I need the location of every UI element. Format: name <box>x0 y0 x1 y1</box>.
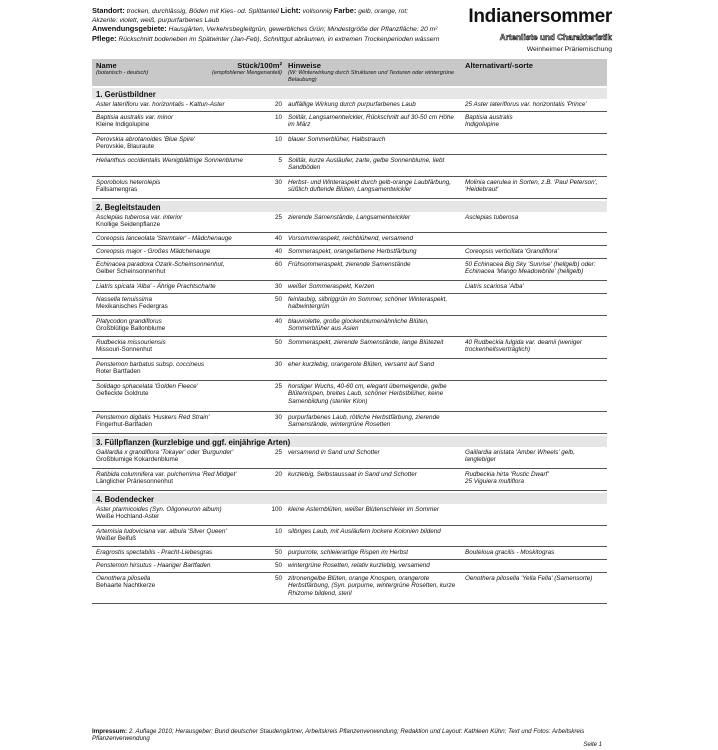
botanical-name: Penstemon hirsutus - Haariger Bartfaden <box>96 561 211 569</box>
anwendung-line <box>92 25 472 35</box>
quantity: 40 <box>274 247 282 255</box>
document-title: Indianersommer <box>468 6 612 27</box>
botanical-name: Asclepias tuberosa var. interior <box>96 213 183 221</box>
imprint <box>92 728 607 742</box>
table-header <box>92 59 607 86</box>
notes: purpurfarbenes Laub, rötliche Herbstfärbung, zierende Samenstände, wintergrüne Rosetten <box>288 413 440 429</box>
quantity: 5 <box>278 156 282 164</box>
pflege-label: Pflege: <box>92 33 117 43</box>
notes: purpurrote, schleierartige Rispen im Herbst <box>288 548 409 556</box>
alternative: Oenothera pilosella 'Yella Fella' (Samensorte) <box>465 574 593 582</box>
german-name: Länglicher Präriesonnenhut <box>96 478 174 486</box>
table-row <box>92 526 607 547</box>
botanical-name: Aster ptarmicoides (Syn. Oligoneuron album) <box>96 505 222 513</box>
table-row <box>92 381 607 412</box>
botanical-name: Nassella tenuissima <box>96 295 152 303</box>
german-name: Roter Bartfaden <box>96 368 141 376</box>
table-row <box>92 259 607 281</box>
col-qty-header: Stück/100m² (empfohlener Mengenanteil) <box>212 61 282 76</box>
notes: horstiger Wuchs, 40-60 cm, elegant überneigende, gelbe Blütenrispen, breites Laub, schöner Herbstblüher, keine Samenbildung (steriler Klon) <box>288 382 447 405</box>
botanical-name: Liatris spicata 'Alba' - Ährige Prachtscharte <box>96 282 216 290</box>
quantity: 20 <box>274 100 282 108</box>
german-name: Weiße Hochland-Aster <box>96 513 160 521</box>
table-row <box>92 155 607 177</box>
licht-label: Licht: <box>280 6 301 15</box>
anwendung-label: Anwendungsgebiete: <box>92 24 167 34</box>
quantity: 50 <box>274 295 282 303</box>
quantity: 30 <box>274 413 282 421</box>
quantity: 30 <box>274 178 282 186</box>
quantity: 40 <box>274 234 282 242</box>
botanical-name: Rudbeckia missouriensis <box>96 338 166 346</box>
quantity: 100 <box>271 505 282 513</box>
table-row <box>92 573 607 604</box>
botanical-name: Gaillardia x grandiflora 'Tokayer' oder 'Burgunder' <box>96 448 234 456</box>
german-name: Gelber Scheinsonnenhut <box>96 268 166 276</box>
alternative: 25 Aster lateriflorus var. horizontalis 'Prince' <box>465 100 587 108</box>
botanical-name: Platycodon grandiflorus <box>96 317 162 325</box>
notes: versamend in Sand und Schotter <box>288 448 380 456</box>
alternative: Bouteloua gracilis - Moskitogras <box>465 548 555 556</box>
quantity: 10 <box>274 135 282 143</box>
botanical-name: Aster laterifloru var. horizontalis - Kattun-Aster <box>96 100 225 108</box>
notes: Sommeraspekt, zierende Samenstände, lange Blütezeit <box>288 338 444 346</box>
table-row <box>92 412 607 434</box>
notes: blauviolette, große glockenblumenähnliche Blüten, Sommerblüher aus Asien <box>288 317 429 333</box>
standort-value: trocken, durchlässig, Böden mit Kies- od. Splittanteil <box>126 8 279 15</box>
botanical-name: Eragrostis spectabilis - Pracht-Liebesgras <box>96 548 213 556</box>
german-name: Großblumige Kokardenblume <box>96 456 179 464</box>
botanical-name: Solidago sphacelata 'Golden Fleece' <box>96 382 198 390</box>
botanical-name: Coreopsis major - Großes Mädchenauge <box>96 247 211 255</box>
botanical-name: Echinacea paradoxa Ozark-Scheinsonnenhut, <box>96 260 225 268</box>
section-heading: 3. Füllpflanzen (kurzlebige und ggf. einjährige Arten) <box>92 434 607 447</box>
quantity: 50 <box>274 548 282 556</box>
table-row <box>92 337 607 359</box>
farbe-value: gelb, orange, rot; <box>358 8 409 15</box>
notes: wintergrüne Rosetten, relativ kurzlebig, versamend <box>288 561 430 569</box>
document-subtitle: Artenliste und Charakteristik <box>499 33 612 42</box>
table-row <box>92 177 607 199</box>
notes: zitronengelbe Blüten, orange Knospen, orangerote Herbstfärbung, (Syn. purpurne, wintergrüne Rosetten, kurze Rhizome bildend, steril <box>288 574 456 597</box>
imprint-text: 2. Auflage 2010; Herausgeber: Bund deutscher Staudengärtner, Arbeitskreis Pflanzenverwendung; Redaktion und Layout: Kathleen Kühn; Text und Fotos: Arbeitskreis Pflanzenverwendung <box>92 728 585 742</box>
german-name: Kleine Indigolupine <box>96 121 150 129</box>
alternative: Coreopsis verticillata 'Grandiflora' <box>465 247 559 255</box>
german-name: Perovskie, Blauraute <box>96 143 155 151</box>
quantity: 25 <box>274 213 282 221</box>
german-name: Gefleckte Goldrute <box>96 390 149 398</box>
quantity: 30 <box>274 360 282 368</box>
species-table <box>92 59 607 604</box>
notes: Sommeraspekt, orangefarbene Herbstfärbung <box>288 247 417 255</box>
notes: zierende Samenstände, Langsamentwickler <box>288 213 411 221</box>
akzente-line: Akzente: violett, weiß, purpurfarbenes Laub <box>92 16 220 24</box>
quantity: 50 <box>274 338 282 346</box>
document-header <box>92 7 612 59</box>
german-name: Mexikanisches Federgras <box>96 303 168 311</box>
alternative: Liatris scariosa 'Alba' <box>465 282 524 290</box>
alternative: Gaillardia aristata 'Amber Wheels' gelb, langlebiger <box>465 448 575 464</box>
notes: Herbst- und Winteraspekt durch gelb-orange Laubfärbung, süßlich duftende Blüten, Langsamentwickler <box>288 178 452 194</box>
german-name: Missouri-Sonnenhut <box>96 346 153 354</box>
quantity: 50 <box>274 574 282 582</box>
notes: silbriges Laub, mit Ausläufern lockere Kolonien bildend <box>288 527 441 535</box>
table-row <box>92 359 607 381</box>
notes: Solitär, Langsamentwickler, Rückschnitt auf 30-50 cm Höhe im März <box>288 113 454 129</box>
botanical-name: Artemisia ludoviciana var. albula 'Silver Queen' <box>96 527 227 535</box>
botanical-name: Penstemon digitalis 'Huskers Red Strain' <box>96 413 210 421</box>
table-row <box>92 246 607 259</box>
quantity: 20 <box>274 470 282 478</box>
quantity: 25 <box>274 448 282 456</box>
licht-value: vollsonnig <box>302 8 332 15</box>
german-name: Großblütige Ballonblume <box>96 325 166 333</box>
mixture-name: Weinheimer Präriemischung <box>526 46 612 53</box>
notes: weißer Sommeraspekt, Kerzen <box>288 282 375 290</box>
botanical-name: Ratibida columnifera var. pulcherrima 'Red Midget' <box>96 470 237 478</box>
botanical-name: Penstemon barbatus subsp. coccineus <box>96 360 205 368</box>
farbe-label: Farbe: <box>333 6 357 15</box>
notes: Vorsommeraspekt, reichblühend, versamend <box>288 234 414 242</box>
table-row <box>92 504 607 526</box>
quantity: 10 <box>274 113 282 121</box>
german-name: Knollige Seidenpflanze <box>96 221 161 229</box>
table-row <box>92 281 607 294</box>
table-row <box>92 212 607 233</box>
german-name: Weißer Beifuß <box>96 535 137 543</box>
site-info <box>92 7 472 44</box>
table-row <box>92 134 607 155</box>
botanical-name: Sporobolus heterolepis <box>96 178 161 186</box>
section-heading: 1. Gerüstbildner <box>92 86 607 99</box>
notes: eher kurzlebig, orangerote Blüten, versamt auf Sand <box>288 360 434 368</box>
german-name: Fingerhut-Bartfaden <box>96 421 153 429</box>
standort-label: Standort: <box>92 6 125 15</box>
quantity: 50 <box>274 561 282 569</box>
alternative: 40 Rudbeckia fulgida var. deamii (weniger trockenheitsverträglich) <box>465 338 583 354</box>
quantity: 25 <box>274 382 282 390</box>
german-name: Behaarte Nachtkerze <box>96 582 156 590</box>
table-row <box>92 99 607 112</box>
quantity: 60 <box>274 260 282 268</box>
brand-block <box>462 7 612 53</box>
table-row <box>92 233 607 246</box>
table-row <box>92 316 607 337</box>
german-name: Fallsamengras <box>96 186 138 194</box>
notes: kurzlebig, Selbstaussaat in Sand und Schotter <box>288 470 417 478</box>
botanical-name: Baptisia australis var. minor <box>96 113 174 121</box>
botanical-name: Perovskia abrotanoides 'Blue Spire' <box>96 135 196 143</box>
quantity: 10 <box>274 527 282 535</box>
table-row <box>92 112 607 134</box>
alternative: Rudbeckia hirta 'Rustic Dwarf' 25 Viguiera multiflora <box>465 470 549 486</box>
pflege-value: Rückschnitt bodeneben im Spätwinter (Jan-Feb), Schnittgut abräumen, in extremen Trockenperioden wässern <box>118 35 440 43</box>
notes: blauer Sommerblüher, Halbstrauch <box>288 135 386 143</box>
table-row <box>92 294 607 316</box>
alternative: Asclepias tuberosa <box>465 213 519 221</box>
notes: feinlaubig, silbriggrün im Sommer, schöner Winteraspekt, halbwintergrün <box>288 295 448 311</box>
table-row <box>92 547 607 560</box>
section-heading: 4. Bodendecker <box>92 491 607 504</box>
pflege-line <box>92 35 472 45</box>
table-row <box>92 560 607 573</box>
notes: auffällige Wirkung durch purpurfarbenes Laub <box>288 100 416 108</box>
table-row <box>92 447 607 469</box>
notes: Solitär, kurze Ausläufer, zarte, gelbe Sonnenblume, liebt Sandböden <box>288 156 445 172</box>
standort-line <box>92 7 472 17</box>
botanical-name: Oenothera pilosella <box>96 574 151 582</box>
table-body <box>92 86 607 604</box>
notes: kleine Asternblüten, weißer Blütenschleier im Sommer <box>288 505 439 513</box>
alternative: Baptisia australis Indigolupine <box>465 113 513 129</box>
alternative: Molinia caerulea in Sorten, z.B. 'Paul Peterson', 'Heidebraut' <box>465 178 598 194</box>
col-name-header: Name (botanisch - deutsch) <box>96 61 149 76</box>
notes: Frühsommeraspekt, zierende Samenstände <box>288 260 411 268</box>
quantity: 30 <box>274 282 282 290</box>
imprint-label: Impressum: <box>92 728 128 735</box>
section-heading: 2. Begleitstauden <box>92 199 607 212</box>
page-number: Seite 1 <box>583 742 602 748</box>
col-note-header: Hinweise (W: Winterwirkung durch Strukturen und Texturen oder wintergrüne Belaubung) <box>288 61 455 83</box>
anwendung-value: Hausgärten, Verkehrsbegleitgrün, gewerbliches Grün; Mindestgröße der Pflanzfläche: 20 m² <box>168 26 438 34</box>
table-row <box>92 469 607 491</box>
alternative: 50 Echinacea Big Sky 'Sunrise' (hellgelb) oder: Echinacea 'Mango Meadowbrite' (hellgelb) <box>465 260 596 276</box>
col-alt-header: Alternativart/-sorte <box>465 61 533 70</box>
botanical-name: Coreopsis lanceolata 'Sterntaler' - Mädchenauge <box>96 234 232 242</box>
botanical-name: Helianthus occidentalis Wenigblättrige Sonnenblume <box>96 156 243 164</box>
quantity: 40 <box>274 317 282 325</box>
